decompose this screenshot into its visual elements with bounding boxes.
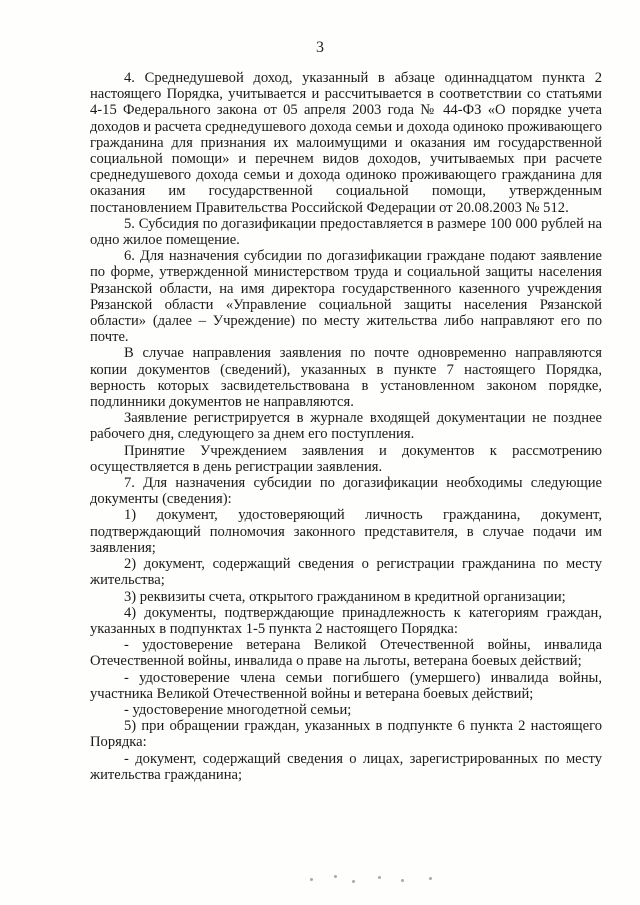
paragraph-6-acceptance: Принятие Учреждением заявления и документов к рассмотрению осуществляется в день регистрации заявления. xyxy=(90,442,602,475)
paragraph-6-mail: В случае направления заявления по почте одновременно направляются копии документов (сведений), указанных в пункте 7 настоящего Порядка, верность которых засвидетельствована в установленном законом порядке, подлинники документов не направляются. xyxy=(90,345,602,411)
list-item-3: 3) реквизиты счета, открытого гражданином в кредитной организации; xyxy=(124,588,566,605)
list-item-5-residence: - документ, содержащий сведения о лицах, зарегистрированных по месту жительства гражданина; xyxy=(90,750,602,783)
paragraph-6: 6. Для назначения субсидии по догазификации граждане подают заявление по форме, утвержденной министерством труда и социальной защиты населения Рязанской области, на имя директора государственного казенного учреждения Рязанской области «Управление социальной защиты населения Рязанской области» (далее – Учреждение) по месту жительства либо направляют его по почте. xyxy=(90,248,602,346)
paragraph-7: 7. Для назначения субсидии по догазификации необходимы следующие документы (сведения): xyxy=(90,475,602,508)
document-body xyxy=(90,70,602,783)
list-item-4-family-member: - удостоверение члена семьи погибшего (умершего) инвалида войны, участника Великой Отечественной войны и ветерана боевых действий; xyxy=(90,669,602,702)
list-item-4-large-family: - удостоверение многодетной семьи; xyxy=(124,701,352,718)
paragraph-5: 5. Субсидия по догазификации предоставляется в размере 100 000 рублей на одно жилое помещение. xyxy=(90,215,602,249)
list-item-5: 5) при обращении граждан, указанных в подпункте 6 пункта 2 настоящего Порядка: xyxy=(90,718,602,751)
scan-artifacts xyxy=(300,872,450,884)
paragraph-6-registration: Заявление регистрируется в журнале входящей документации не позднее рабочего дня, следующего за днем его поступления. xyxy=(90,410,602,443)
list-item-1: 1) документ, удостоверяющий личность гражданина, документ, подтверждающий полномочия законного представителя, в случае подачи им заявления; xyxy=(90,507,602,556)
paragraph-4: 4. Среднедушевой доход, указанный в абзаце одиннадцатом пункта 2 настоящего Порядка, учитывается и рассчитывается в соответствии со статьями 4-15 Федерального закона от 05 апреля 2003 года № 44-ФЗ «О порядке учета доходов и расчета среднедушевого дохода семьи и дохода одиноко проживающего гражданина для признания их малоимущими и оказания им государственной социальной помощи» и перечнем видов доходов, учитываемых при расчете среднедушевого дохода семьи и дохода одиноко проживающего гражданина для оказания им государственной социальной помощи, утвержденным постановлением Правительства Российской Федерации от 20.08.2003 № 512. xyxy=(90,70,602,216)
list-item-4-veteran: - удостоверение ветерана Великой Отечественной войны, инвалида Отечественной войны, инвалида о праве на льготы, ветерана боевых действий; xyxy=(90,637,602,670)
list-item-2: 2) документ, содержащий сведения о регистрации гражданина по месту жительства; xyxy=(90,556,602,589)
list-item-4: 4) документы, подтверждающие принадлежность к категориям граждан, указанных в подпунктах 1-5 пункта 2 настоящего Порядка: xyxy=(90,604,602,637)
page-number: 3 xyxy=(316,39,324,56)
